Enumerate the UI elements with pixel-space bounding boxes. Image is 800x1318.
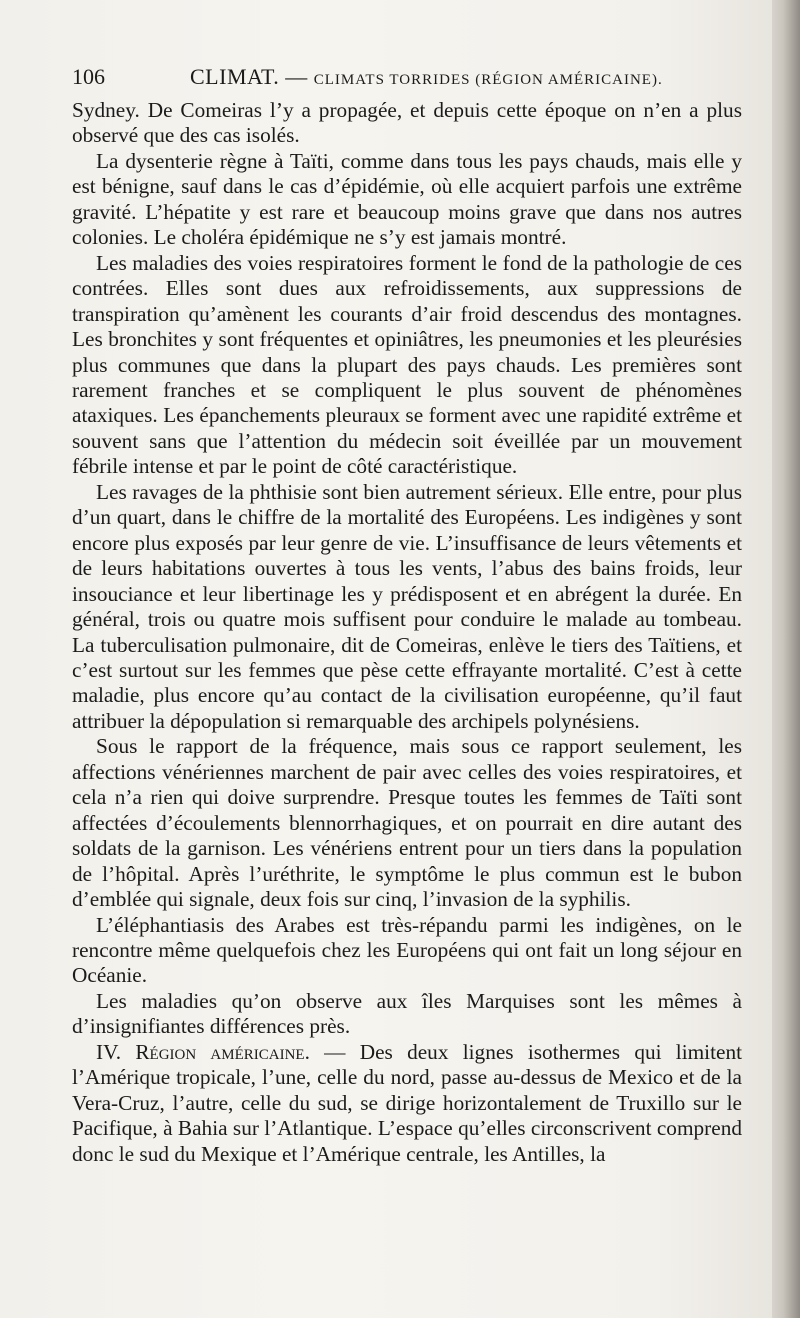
paragraph-dysentery: La dysenterie règne à Taïti, comme dans tous les pays chauds, mais elle y est bénigne, sauf dans le cas d’épidémie, où elle acquiert parfois une extrême gravité. L’hépatite y est rare et beaucoup moins grave que dans nos autres colonies. Le choléra épidémique ne s’y est jamais montré. [72,148,742,250]
section-number: IV. [96,1039,122,1064]
chapter-title: CLIMAT. [190,64,280,89]
section-heading: égion américaine. [149,1039,310,1064]
paragraph-elephantiasis: L’éléphantiasis des Arabes est très-répandu parmi les indigènes, on le rencontre même quelquefois chez les Européens qui ont fait un long séjour en Océanie. [72,912,742,988]
body-text [72,98,742,1167]
page-edge [772,0,800,1318]
paragraph-phthisis: Les ravages de la phthisie sont bien autrement sérieux. Elle entre, pour plus d’un quart, dans le chiffre de la mortalité des Européens. Les indigènes y sont encore plus exposés par leur genre de vie. L’insuffisance de leurs vêtements et de leurs habitations ouvertes à tous les vents, l’abus des bains froids, leur insouciance et leur libertinage les y prédisposent et en abrégent la durée. En général, trois ou quatre mois suffisent pour conduire le malade au tombeau. La tuberculisation pulmonaire, dit de Comeiras, enlève le tiers des Taïtiens, et c’est surtout sur les femmes que pèse cette effrayante mortalité. C’est à cette maladie, plus encore qu’au contact de la civilisation européenne, qu’il faut attribuer la dépopulation si remarquable des archipels polynésiens. [72,479,742,733]
running-title [190,64,663,90]
running-header [72,64,742,94]
chapter-subtitle: CLIMATS TORRIDES (RÉGION AMÉRICAINE). [313,72,663,88]
section-dash: — [324,1039,346,1064]
section-american-region [72,1040,742,1167]
paragraph-respiratory: Les maladies des voies respiratoires forment le fond de la pathologie de ces contrées. Elles sont dues aux refroidissements, aux suppressions de transpiration qu’amènent les courants d’air froid descendus des montagnes. Les bronchites y sont fréquentes et opiniâtres, les pneumonies et les pleurésies plus communes que dans la plupart des pays chauds. Les premières sont rarement franches et se compliquent le plus souvent de phénomènes ataxiques. Les épanchements pleuraux se forment avec une rapidité extrême et souvent sans que l’attention du médecin soit éveillée par un mouvement fébrile intense et par le point de côté caractéristique. [72,250,742,479]
page-number: 106 [72,64,105,89]
paragraph-continuation: Sydney. De Comeiras l’y a propagée, et depuis cette époque on n’en a plus observé que des cas isolés. [72,98,742,148]
section-text: Des deux lignes isothermes qui limitent l’Amérique tropicale, l’une, celle du nord, passe au-dessus de Mexico et de la Vera-Cruz, l’autre, celle du sud, se dirige horizontalement de Truxillo sur le Pacifique, à Bahia sur l’Atlantique. L’espace qu’elles circonscrivent comprend donc le sud du Mexique et l’Amérique centrale, les Antilles, la [72,1039,743,1166]
paragraph-marquises: Les maladies qu’on observe aux îles Marquises sont les mêmes à d’insignifiantes différences près. [72,988,742,1039]
paragraph-venereal: Sous le rapport de la fréquence, mais sous ce rapport seulement, les affections vénériennes marchent de pair avec celles des voies respiratoires, et cela n’a rien qui doive surprendre. Presque toutes les femmes de Taïti sont affectées d’écoulements blennorrhagiques, et on pourrait en dire autant des soldats de la garnison. Les vénériens entrent pour un tiers dans la population de l’hôpital. Après l’uréthrite, le symptôme le plus commun est le bubon d’emblée qui signale, deux fois sur cinq, l’invasion de la syphilis. [72,734,742,912]
title-separator: — [285,64,308,89]
section-heading-initial: R [135,1039,150,1064]
